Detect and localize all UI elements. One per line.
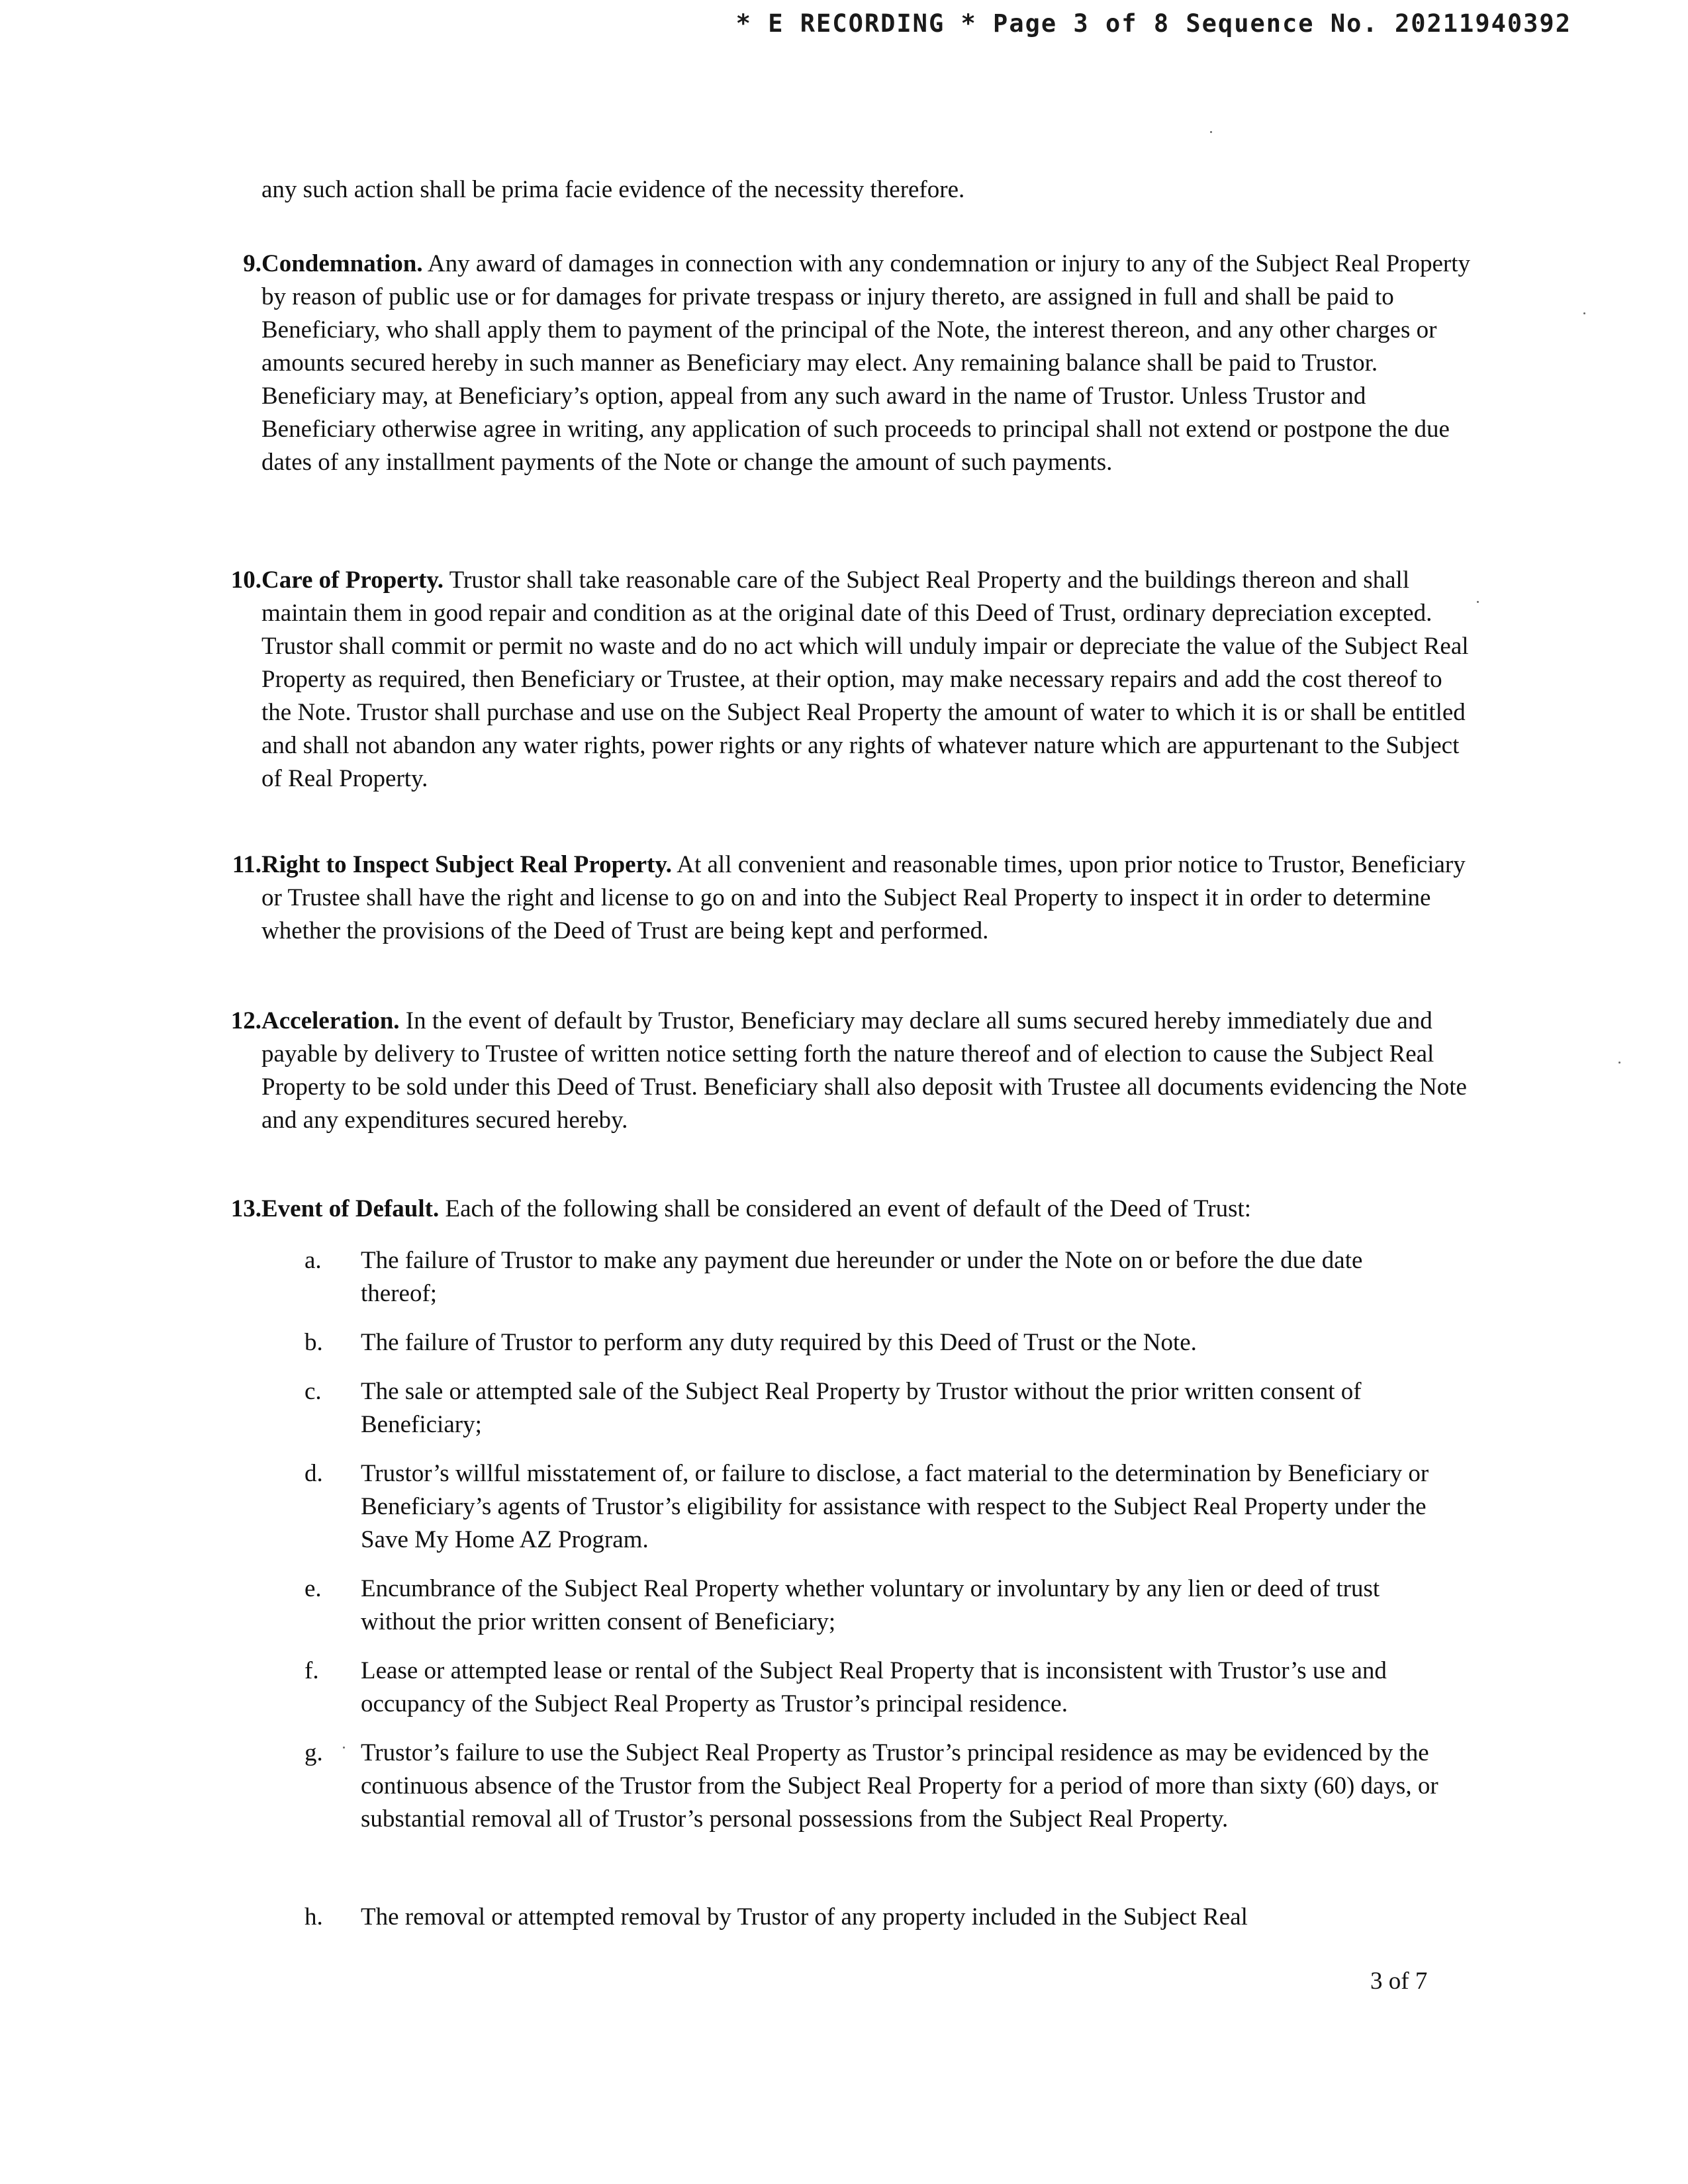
page-number: 3 of 7 <box>1370 1968 1428 1995</box>
section-body <box>261 1193 1476 1226</box>
item-text: Encumbrance of the Subject Real Property whether voluntary or involuntary by any lien or deed of trust without the prior written consent of Beneficiary; <box>361 1575 1380 1635</box>
recording-stamp: * E RECORDING * Page 3 of 8 Sequence No. 20211940392 <box>735 9 1571 38</box>
section-title: Care of Property. <box>261 567 444 594</box>
default-item-b <box>305 1326 1443 1359</box>
section-text: In the event of default by Trustor, Beneficiary may declare all sums secured hereby immediately due and payable by delivery to Trustee of written notice setting forth the nature thereof and of election to cause the Subject Real Property to be sold under this Deed of Trust. Beneficiary shall also deposit with Trustee all documents evidencing the Note and any expenditures secured hereby. <box>261 1007 1467 1134</box>
continuation-text: any such action shall be prima facie evidence of the necessity therefore. <box>261 176 965 203</box>
scan-speck <box>1477 601 1479 603</box>
item-label: h. <box>305 1903 323 1931</box>
default-item-a <box>305 1244 1443 1310</box>
item-text: The sale or attempted sale of the Subject Real Property by Trustor without the prior written consent of Beneficiary; <box>361 1378 1362 1438</box>
item-label: f. <box>305 1657 319 1684</box>
default-item-g <box>305 1737 1443 1836</box>
section-number: 10. <box>230 567 261 594</box>
section-number: 13. <box>230 1195 261 1222</box>
item-label: a. <box>305 1247 322 1274</box>
section-body <box>261 848 1476 948</box>
item-text: The failure of Trustor to make any payment due hereunder or under the Note on or before the due date thereof; <box>361 1247 1363 1307</box>
item-text: Trustor’s willful misstatement of, or failure to disclose, a fact material to the determination by Beneficiary or Beneficiary’s agents of Trustor’s eligibility for assistance with respect to the Subject Real Property under the Save My Home AZ Program. <box>361 1460 1429 1553</box>
section-10 <box>199 564 1476 796</box>
section-title: Right to Inspect Subject Real Property. <box>261 851 673 878</box>
item-label: g. <box>305 1739 323 1766</box>
item-text: The removal or attempted removal by Trustor of any property included in the Subject Real <box>361 1903 1248 1931</box>
default-item-e <box>305 1572 1443 1639</box>
section-text: At all convenient and reasonable times, upon prior notice to Trustor, Beneficiary or Trustee shall have the right and license to go on and into the Subject Real Property to inspect it in order to determine whether the provisions of the Deed of Trust are being kept and performed. <box>261 851 1466 944</box>
section-body <box>261 248 1476 479</box>
scan-speck <box>1210 131 1212 133</box>
section-body <box>261 564 1476 796</box>
section-title: Acceleration. <box>261 1007 400 1034</box>
item-label: b. <box>305 1329 323 1356</box>
section-title: Event of Default. <box>261 1195 440 1222</box>
section-text: Each of the following shall be considered an event of default of the Deed of Trust: <box>439 1195 1252 1222</box>
scan-speck <box>1618 1062 1620 1064</box>
item-text: The failure of Trustor to perform any duty required by this Deed of Trust or the Note. <box>361 1329 1197 1356</box>
item-label: d. <box>305 1460 323 1487</box>
section-number: 11. <box>232 851 261 878</box>
default-item-h <box>305 1901 1443 1934</box>
section-13 <box>199 1193 1476 1226</box>
section-number: 12. <box>230 1007 261 1034</box>
section-11 <box>199 848 1476 948</box>
item-label: c. <box>305 1378 322 1405</box>
section-body <box>261 1005 1476 1137</box>
section-number: 9. <box>243 250 261 277</box>
section-9 <box>199 248 1476 479</box>
scan-speck <box>343 1747 345 1749</box>
section-text: Any award of damages in connection with any condemnation or injury to any of the Subject Real Property by reason of public use or for damages for private trespass or injury thereto, are assigned in full and shall be paid to Beneficiary, who shall apply them to payment of the principal of the Note, the interest thereon, and any other charges or amounts secured hereby in such manner as Beneficiary may elect. Any remaining balance shall be paid to Trustor. Beneficiary may, at Beneficiary’s option, appeal from any such award in the name of Trustor. Unless Trustor and Beneficiary otherwise agree in writing, any application of such proceeds to principal shall not extend or postpone the due dates of any installment payments of the Note or change the amount of such payments. <box>261 250 1471 476</box>
section-title: Condemnation. <box>261 250 423 277</box>
default-item-f <box>305 1655 1443 1721</box>
item-label: e. <box>305 1575 322 1602</box>
item-text: Trustor’s failure to use the Subject Real Property as Trustor’s principal residence as may be evidenced by the continuous absence of the Trustor from the Subject Real Property for a period of more than sixty (60) days, or substantial removal all of Trustor’s personal possessions from the Subject Real Property. <box>361 1739 1438 1833</box>
scan-speck <box>1583 312 1585 314</box>
section-12 <box>199 1005 1476 1137</box>
section-text: Trustor shall take reasonable care of the Subject Real Property and the buildings thereon and shall maintain them in good repair and condition as at the original date of this Deed of Trust, ordinary depreciation excepted. Trustor shall commit or permit no waste and do no act which will unduly impair or depreciate the value of the Subject Real Property as required, then Beneficiary or Trustee, at their option, may make necessary repairs and add the cost thereof to the Note. Trustor shall purchase and use on the Subject Real Property the amount of water to which it is or shall be entitled and shall not abandon any water rights, power rights or any rights of whatever nature which are appurtenant to the Subject of Real Property. <box>261 567 1469 792</box>
default-item-d <box>305 1457 1443 1557</box>
default-item-c <box>305 1375 1443 1441</box>
item-text: Lease or attempted lease or rental of the Subject Real Property that is inconsistent with Trustor’s use and occupancy of the Subject Real Property as Trustor’s principal residence. <box>361 1657 1387 1717</box>
